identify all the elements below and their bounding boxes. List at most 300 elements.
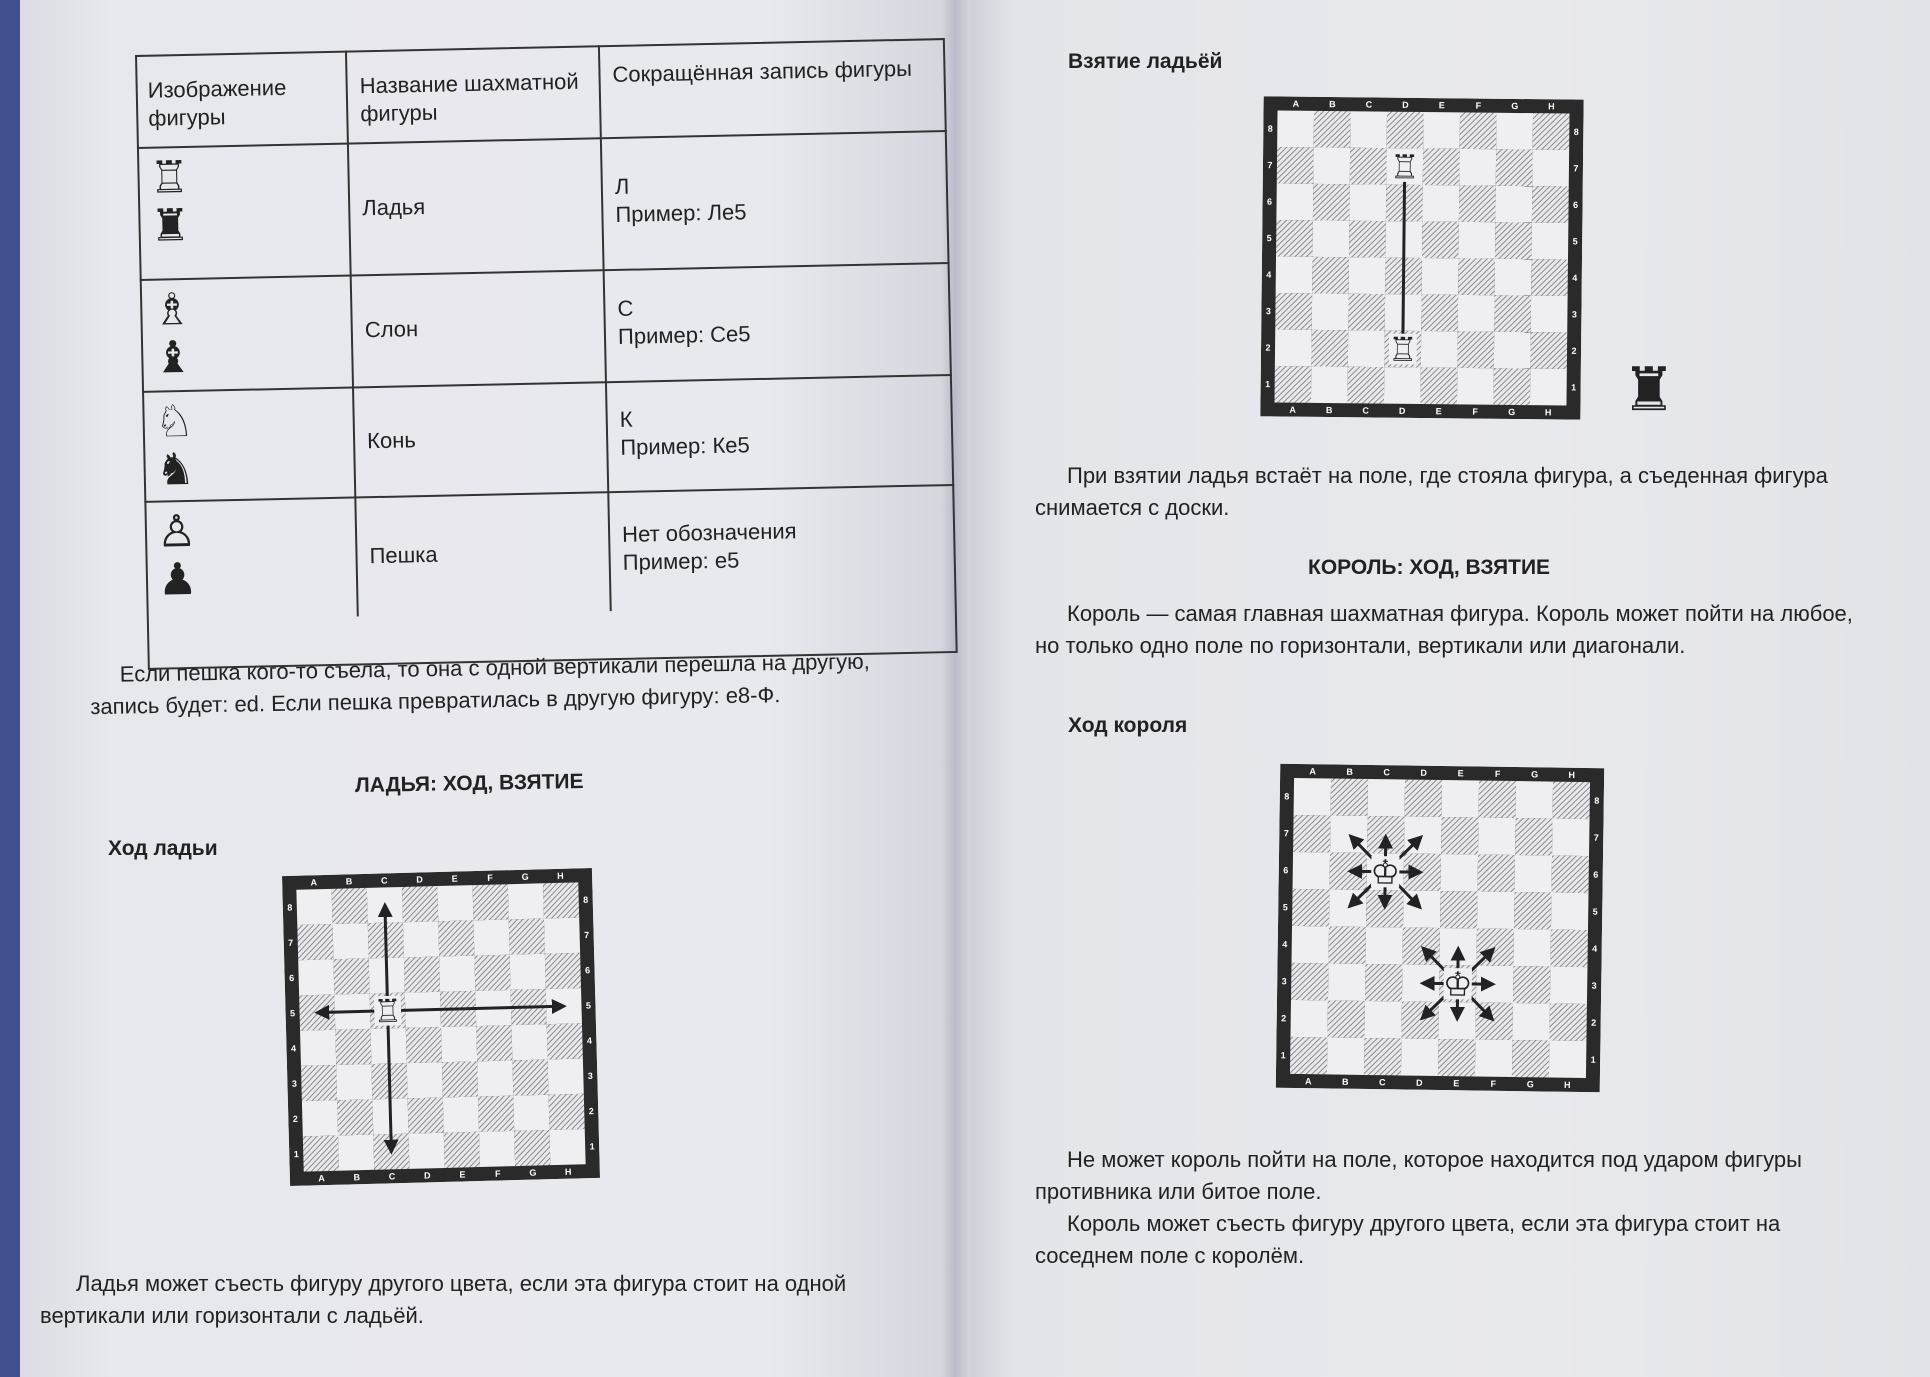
rank-label: 5 bbox=[289, 1008, 296, 1019]
board-square bbox=[1532, 150, 1569, 187]
board-square bbox=[1384, 367, 1421, 404]
header-image: Изображение фигуры bbox=[135, 51, 349, 147]
board-square bbox=[1530, 332, 1567, 369]
board-square bbox=[1348, 330, 1385, 367]
piece-abbr: Нет обозначения bbox=[621, 518, 797, 547]
board-square bbox=[301, 1065, 337, 1101]
file-label: F bbox=[1472, 406, 1478, 417]
board-square bbox=[547, 1023, 583, 1059]
table-cell-name bbox=[356, 491, 611, 616]
board-square bbox=[1459, 185, 1496, 222]
rank-label: 1 bbox=[1265, 379, 1271, 390]
board-square bbox=[1350, 148, 1387, 185]
board-square bbox=[1422, 185, 1459, 222]
board-square bbox=[1422, 222, 1459, 259]
file-label: B bbox=[1325, 405, 1333, 416]
table-cell-abbr bbox=[609, 484, 956, 611]
rank-label: 7 bbox=[1283, 828, 1289, 839]
file-label: E bbox=[1457, 768, 1464, 779]
board-square bbox=[1550, 930, 1588, 968]
subheading-rook-move: Ход ладьи bbox=[108, 837, 218, 860]
board-square bbox=[337, 1099, 373, 1135]
board-square bbox=[1405, 779, 1443, 817]
table-cell-name bbox=[354, 381, 609, 496]
board-square bbox=[1495, 222, 1532, 259]
board-square bbox=[508, 883, 544, 919]
board-square bbox=[1331, 778, 1369, 816]
board-square bbox=[477, 1060, 513, 1096]
black-bishop-icon: ♝ bbox=[152, 332, 194, 383]
board-square bbox=[1312, 293, 1349, 330]
board-square bbox=[549, 1094, 585, 1130]
rank-label: 2 bbox=[1571, 345, 1577, 356]
file-label: A bbox=[1292, 98, 1300, 109]
board-square bbox=[549, 1129, 585, 1165]
board-square bbox=[473, 884, 509, 920]
rank-label: 3 bbox=[291, 1078, 298, 1089]
rank-label: 5 bbox=[1592, 906, 1598, 917]
piece-abbr: К bbox=[619, 406, 633, 432]
board-square bbox=[1438, 1039, 1476, 1077]
board-square bbox=[1549, 1004, 1587, 1042]
board-square bbox=[544, 918, 580, 954]
rank-label: 6 bbox=[584, 965, 591, 976]
board-square bbox=[1532, 186, 1569, 223]
file-label: D bbox=[1402, 99, 1409, 110]
chessboard bbox=[1276, 764, 1604, 1092]
board-square bbox=[1364, 1038, 1402, 1076]
file-label: C bbox=[1383, 767, 1390, 778]
rank-label: 6 bbox=[289, 972, 295, 984]
rank-label: 2 bbox=[1265, 342, 1271, 353]
piece-abbr: Л bbox=[614, 173, 630, 199]
board-king-move bbox=[1276, 764, 1604, 1092]
rank-label: 5 bbox=[1266, 233, 1272, 244]
board-square bbox=[1349, 257, 1386, 294]
rank-label: 3 bbox=[1281, 976, 1287, 987]
board-square bbox=[478, 1096, 514, 1132]
rank-label: 7 bbox=[288, 937, 294, 948]
board-square bbox=[1531, 296, 1568, 333]
file-label: E bbox=[1438, 100, 1445, 111]
rank-label: 1 bbox=[1280, 1050, 1286, 1061]
board-square bbox=[1313, 184, 1350, 221]
board-square bbox=[1515, 855, 1553, 893]
table-cell-image bbox=[137, 143, 352, 279]
white-king-icon: ♔ bbox=[1370, 852, 1401, 892]
board-square bbox=[513, 1095, 549, 1131]
board-rook-move bbox=[282, 868, 600, 1186]
board-square bbox=[509, 919, 545, 955]
board-square bbox=[510, 954, 546, 990]
chessboard bbox=[1260, 96, 1583, 419]
board-square bbox=[1458, 222, 1495, 259]
board-square bbox=[1477, 892, 1515, 930]
heading-king: КОРОЛЬ: ХОД, ВЗЯТИЕ bbox=[1308, 556, 1551, 579]
file-label: C bbox=[388, 1171, 396, 1182]
white-bishop-icon: ♗ bbox=[151, 284, 193, 335]
board-square bbox=[1365, 964, 1403, 1002]
board-square bbox=[1328, 926, 1366, 964]
chessboard bbox=[282, 868, 600, 1186]
white-king-icon: ♔ bbox=[1442, 964, 1473, 1004]
rank-label: 1 bbox=[293, 1149, 299, 1160]
file-label: F bbox=[494, 1168, 501, 1179]
paragraph-pawn: Если пешка кого-то съела, то она с одной вертикали перешла на другую, запись будет: ed. Если пешка превратилась в другую фигуру: е8-Ф. bbox=[90, 648, 870, 720]
rank-label: 8 bbox=[1573, 126, 1579, 137]
rank-label: 6 bbox=[1593, 869, 1599, 880]
board-square bbox=[1274, 366, 1311, 403]
board-square bbox=[545, 953, 581, 989]
subheading-king-move: Ход короля bbox=[1068, 714, 1188, 737]
board-square bbox=[409, 1133, 445, 1169]
file-label: D bbox=[416, 874, 423, 885]
table-row bbox=[140, 262, 952, 393]
board-square bbox=[1290, 1000, 1328, 1038]
board-square bbox=[1349, 221, 1386, 258]
rank-label: 8 bbox=[1594, 795, 1600, 806]
file-label: B bbox=[353, 1172, 361, 1183]
board-square bbox=[512, 1059, 548, 1095]
rank-label: 3 bbox=[587, 1070, 593, 1082]
board-square bbox=[1313, 220, 1350, 257]
black-pawn-icon: ♟ bbox=[157, 554, 198, 605]
board-square bbox=[1421, 331, 1458, 368]
board-square bbox=[300, 1030, 336, 1066]
board-square bbox=[1495, 186, 1532, 223]
board-square bbox=[1290, 1037, 1328, 1075]
paragraph-king: Король — самая главная шахматная фигура. Король может пойти на любое, но только одно поле по горизонтали, вертикали или диагонали. bbox=[1035, 601, 1853, 658]
board-square bbox=[297, 924, 333, 960]
rank-label: 8 bbox=[1284, 791, 1290, 802]
file-label: G bbox=[1511, 101, 1519, 112]
table-cell-image bbox=[144, 496, 358, 620]
rank-label: 2 bbox=[292, 1113, 298, 1125]
board-square bbox=[1275, 293, 1312, 330]
board-square bbox=[479, 1131, 515, 1167]
board-square bbox=[404, 957, 440, 993]
board-square bbox=[1552, 819, 1590, 857]
rank-label: 2 bbox=[1281, 1013, 1287, 1024]
board-square bbox=[333, 923, 369, 959]
board-square bbox=[1514, 892, 1552, 930]
heading-rook: ЛАДЬЯ: ХОД, ВЗЯТИЕ bbox=[354, 770, 584, 797]
board-square bbox=[298, 959, 334, 995]
board-square bbox=[303, 1135, 339, 1171]
board-square bbox=[1458, 258, 1495, 295]
file-label: H bbox=[564, 1166, 572, 1177]
rank-label: 2 bbox=[588, 1106, 594, 1117]
rank-label: 7 bbox=[1267, 160, 1273, 171]
board-square bbox=[1293, 815, 1331, 853]
board-square bbox=[296, 889, 332, 925]
board-square bbox=[443, 1097, 479, 1133]
piece-name: Пешка bbox=[369, 541, 438, 569]
board-square bbox=[1291, 963, 1329, 1001]
piece-name: Ладья bbox=[361, 193, 426, 221]
board-square bbox=[332, 888, 368, 924]
board-square bbox=[476, 1025, 512, 1061]
piece-example: Пример: Се5 bbox=[617, 321, 751, 349]
rank-label: 6 bbox=[1267, 196, 1273, 207]
file-label: A bbox=[1289, 404, 1296, 415]
board-square bbox=[1441, 854, 1479, 892]
rank-label: 8 bbox=[583, 894, 589, 905]
board-square bbox=[1553, 782, 1591, 820]
board-square bbox=[1552, 856, 1590, 894]
file-label: F bbox=[1494, 768, 1501, 779]
file-label: E bbox=[1453, 1078, 1460, 1089]
file-label: F bbox=[1475, 100, 1482, 111]
board-square bbox=[1496, 113, 1533, 150]
rank-label: 4 bbox=[586, 1035, 593, 1046]
captured-rook-icon: ♜ bbox=[1622, 356, 1676, 423]
file-label: D bbox=[1420, 767, 1427, 778]
white-rook-icon: ♖ bbox=[373, 993, 403, 1031]
board-square bbox=[1420, 367, 1457, 404]
rank-label: 5 bbox=[1572, 236, 1578, 247]
file-label: D bbox=[423, 1170, 431, 1181]
board-square bbox=[1530, 369, 1567, 406]
table-cell-abbr bbox=[605, 262, 952, 381]
paragraph-capture: При взятии ладья встаёт на поле, где стояла фигура, а съеденная фигура снимается с доски. bbox=[1035, 463, 1828, 520]
board-square bbox=[514, 1130, 550, 1166]
board-square bbox=[511, 1024, 547, 1060]
board-square bbox=[402, 886, 438, 922]
piece-abbr: С bbox=[617, 295, 634, 321]
board-square bbox=[1440, 891, 1478, 929]
board-square bbox=[1275, 329, 1312, 366]
file-label: A bbox=[1305, 1076, 1312, 1087]
board-square bbox=[1292, 889, 1330, 927]
board-square bbox=[1276, 256, 1313, 293]
board-square bbox=[407, 1062, 443, 1098]
rank-label: 1 bbox=[1590, 1054, 1596, 1065]
board-square bbox=[1311, 366, 1348, 403]
rank-label: 3 bbox=[1591, 980, 1597, 991]
rank-label: 6 bbox=[1573, 199, 1579, 210]
paragraph-king-capture: Король может съесть фигуру другого цвета, если эта фигура стоит на соседнем поле с королём. bbox=[1035, 1211, 1781, 1268]
board-square bbox=[441, 1026, 477, 1062]
piece-name: Слон bbox=[364, 316, 419, 343]
file-label: H bbox=[1544, 407, 1552, 418]
board-square bbox=[1479, 781, 1517, 819]
board-square bbox=[1515, 818, 1553, 856]
piece-example: Пример: е5 bbox=[622, 547, 740, 575]
board-square bbox=[1494, 295, 1531, 332]
board-square bbox=[1347, 367, 1384, 404]
file-label: E bbox=[451, 873, 458, 884]
board-square bbox=[1387, 112, 1424, 149]
file-label: H bbox=[557, 870, 564, 881]
file-label: B bbox=[1346, 766, 1353, 777]
board-square bbox=[406, 1027, 442, 1063]
file-label: H bbox=[1548, 101, 1555, 112]
file-label: G bbox=[1508, 406, 1516, 418]
piece-example: Пример: Ле5 bbox=[615, 199, 747, 227]
file-label: E bbox=[1435, 406, 1442, 417]
board-square bbox=[1311, 330, 1348, 367]
black-rook-icon: ♜ bbox=[150, 200, 191, 251]
rank-label: 5 bbox=[1282, 902, 1288, 913]
rank-label: 4 bbox=[290, 1043, 297, 1054]
file-label: B bbox=[345, 876, 353, 887]
rank-label: 4 bbox=[1266, 269, 1272, 280]
board-square bbox=[1478, 855, 1516, 893]
board-square bbox=[1276, 183, 1313, 220]
board-square bbox=[408, 1097, 444, 1133]
rank-label: 3 bbox=[1571, 309, 1577, 320]
file-label: C bbox=[1365, 99, 1373, 110]
board-square bbox=[302, 1100, 338, 1136]
board-square bbox=[1277, 110, 1314, 147]
piece-name: Конь bbox=[366, 427, 417, 454]
board-square bbox=[548, 1059, 584, 1095]
board-square bbox=[437, 885, 473, 921]
board-square bbox=[1512, 1003, 1550, 1041]
file-label: C bbox=[380, 875, 388, 886]
rank-label: 1 bbox=[1571, 382, 1577, 393]
file-label: B bbox=[1329, 99, 1336, 110]
rank-label: 7 bbox=[584, 929, 590, 941]
paragraph-king-attack: Не может король пойти на поле, которое находится под ударом фигуры противника или битое поле. bbox=[1035, 1147, 1802, 1204]
board-square bbox=[1460, 112, 1497, 149]
board-square bbox=[1401, 1038, 1439, 1076]
board-rook-capture bbox=[1260, 96, 1583, 419]
file-label: G bbox=[1531, 769, 1539, 780]
table-row bbox=[142, 374, 954, 503]
board-square bbox=[1423, 149, 1460, 186]
piece-example: Пример: Ке5 bbox=[620, 432, 751, 460]
board-square bbox=[1533, 113, 1570, 150]
table-cell-image bbox=[140, 275, 354, 391]
paragraph-rook-capture: Ладья может съесть фигуру другого цвета, если эта фигура стоит на одной вертикали или горизонтали с ладьёй. bbox=[40, 1271, 847, 1328]
board-square bbox=[1291, 926, 1329, 964]
board-square bbox=[1368, 779, 1406, 817]
board-square bbox=[1349, 184, 1386, 221]
rank-label: 4 bbox=[1282, 939, 1288, 950]
rank-label: 1 bbox=[589, 1141, 595, 1152]
board-square bbox=[1421, 294, 1458, 331]
rank-label: 5 bbox=[585, 1000, 592, 1011]
board-square bbox=[403, 921, 439, 957]
subheading-rook-capture: Взятие ладьёй bbox=[1068, 50, 1223, 73]
rank-label: 7 bbox=[1593, 832, 1599, 843]
table-cell-image bbox=[142, 386, 356, 500]
white-pawn-icon: ♙ bbox=[156, 506, 197, 557]
file-label: F bbox=[487, 872, 493, 883]
board-square bbox=[1531, 259, 1568, 296]
board-square bbox=[1495, 259, 1532, 296]
rank-label: 3 bbox=[1265, 306, 1271, 317]
board-square bbox=[1314, 111, 1351, 148]
file-label: G bbox=[521, 871, 529, 882]
black-knight-icon: ♞ bbox=[155, 444, 196, 495]
table-cell-abbr bbox=[602, 130, 950, 269]
board-square bbox=[1327, 1000, 1365, 1038]
header-abbr: Сокращённая запись фигуры bbox=[612, 55, 913, 88]
file-label: A bbox=[318, 1173, 325, 1184]
board-square bbox=[333, 958, 369, 994]
board-square bbox=[444, 1132, 480, 1168]
board-square bbox=[1457, 331, 1494, 368]
white-rook-icon: ♖ bbox=[149, 152, 190, 203]
board-square bbox=[335, 1029, 371, 1065]
rank-label: 8 bbox=[287, 902, 293, 913]
board-square bbox=[1458, 295, 1495, 332]
board-square bbox=[338, 1135, 374, 1171]
table-cell-name bbox=[349, 137, 605, 274]
file-label: B bbox=[1342, 1076, 1349, 1087]
rank-label: 4 bbox=[1572, 272, 1578, 283]
file-label: D bbox=[1398, 405, 1406, 416]
board-square bbox=[1457, 368, 1494, 405]
white-rook-icon: ♖ bbox=[1389, 148, 1420, 187]
board-square bbox=[473, 919, 509, 955]
file-label: G bbox=[1526, 1079, 1534, 1090]
rank-label: 4 bbox=[1592, 943, 1598, 954]
board-square bbox=[1550, 967, 1588, 1005]
board-square bbox=[1459, 149, 1496, 186]
file-label: F bbox=[1490, 1078, 1497, 1089]
board-square bbox=[1531, 223, 1568, 260]
board-square bbox=[1313, 147, 1350, 184]
board-square bbox=[1551, 893, 1589, 931]
board-square bbox=[1478, 818, 1516, 856]
white-knight-icon: ♘ bbox=[154, 396, 195, 447]
file-label: A bbox=[310, 877, 318, 888]
table-cell-abbr bbox=[607, 374, 954, 491]
board-square bbox=[1549, 1041, 1587, 1079]
file-label: H bbox=[1564, 1079, 1571, 1090]
file-label: D bbox=[1416, 1077, 1423, 1088]
file-label: C bbox=[1362, 405, 1369, 416]
board-square bbox=[1513, 966, 1551, 1004]
notation-table bbox=[135, 38, 958, 670]
board-square bbox=[1312, 257, 1349, 294]
file-label: E bbox=[459, 1169, 466, 1180]
board-square bbox=[1294, 778, 1332, 816]
rank-label: 8 bbox=[1267, 123, 1273, 134]
board-square bbox=[1442, 780, 1480, 818]
board-square bbox=[439, 956, 475, 992]
board-square bbox=[442, 1061, 478, 1097]
board-square bbox=[1276, 220, 1313, 257]
board-square bbox=[1494, 332, 1531, 369]
board-square bbox=[1496, 149, 1533, 186]
board-square bbox=[1441, 817, 1479, 855]
board-square bbox=[1422, 258, 1459, 295]
board-square bbox=[1493, 368, 1530, 405]
file-label: H bbox=[1568, 769, 1575, 780]
board-square bbox=[1348, 294, 1385, 331]
white-rook-icon: ♖ bbox=[1387, 330, 1418, 369]
board-square bbox=[1277, 147, 1314, 184]
table-row bbox=[137, 130, 950, 281]
rank-label: 7 bbox=[1573, 163, 1579, 174]
rank-label: 2 bbox=[1591, 1017, 1597, 1028]
table-cell-name bbox=[352, 269, 607, 386]
table-row bbox=[144, 484, 956, 621]
board-square bbox=[1516, 781, 1554, 819]
file-label: G bbox=[529, 1167, 537, 1178]
board-square bbox=[438, 920, 474, 956]
rank-label: 6 bbox=[1283, 865, 1289, 876]
board-square bbox=[1513, 929, 1551, 967]
move-arrow bbox=[1403, 167, 1405, 349]
header-name: Название шахматной фигуры bbox=[347, 45, 602, 142]
board-square bbox=[1327, 1037, 1365, 1075]
